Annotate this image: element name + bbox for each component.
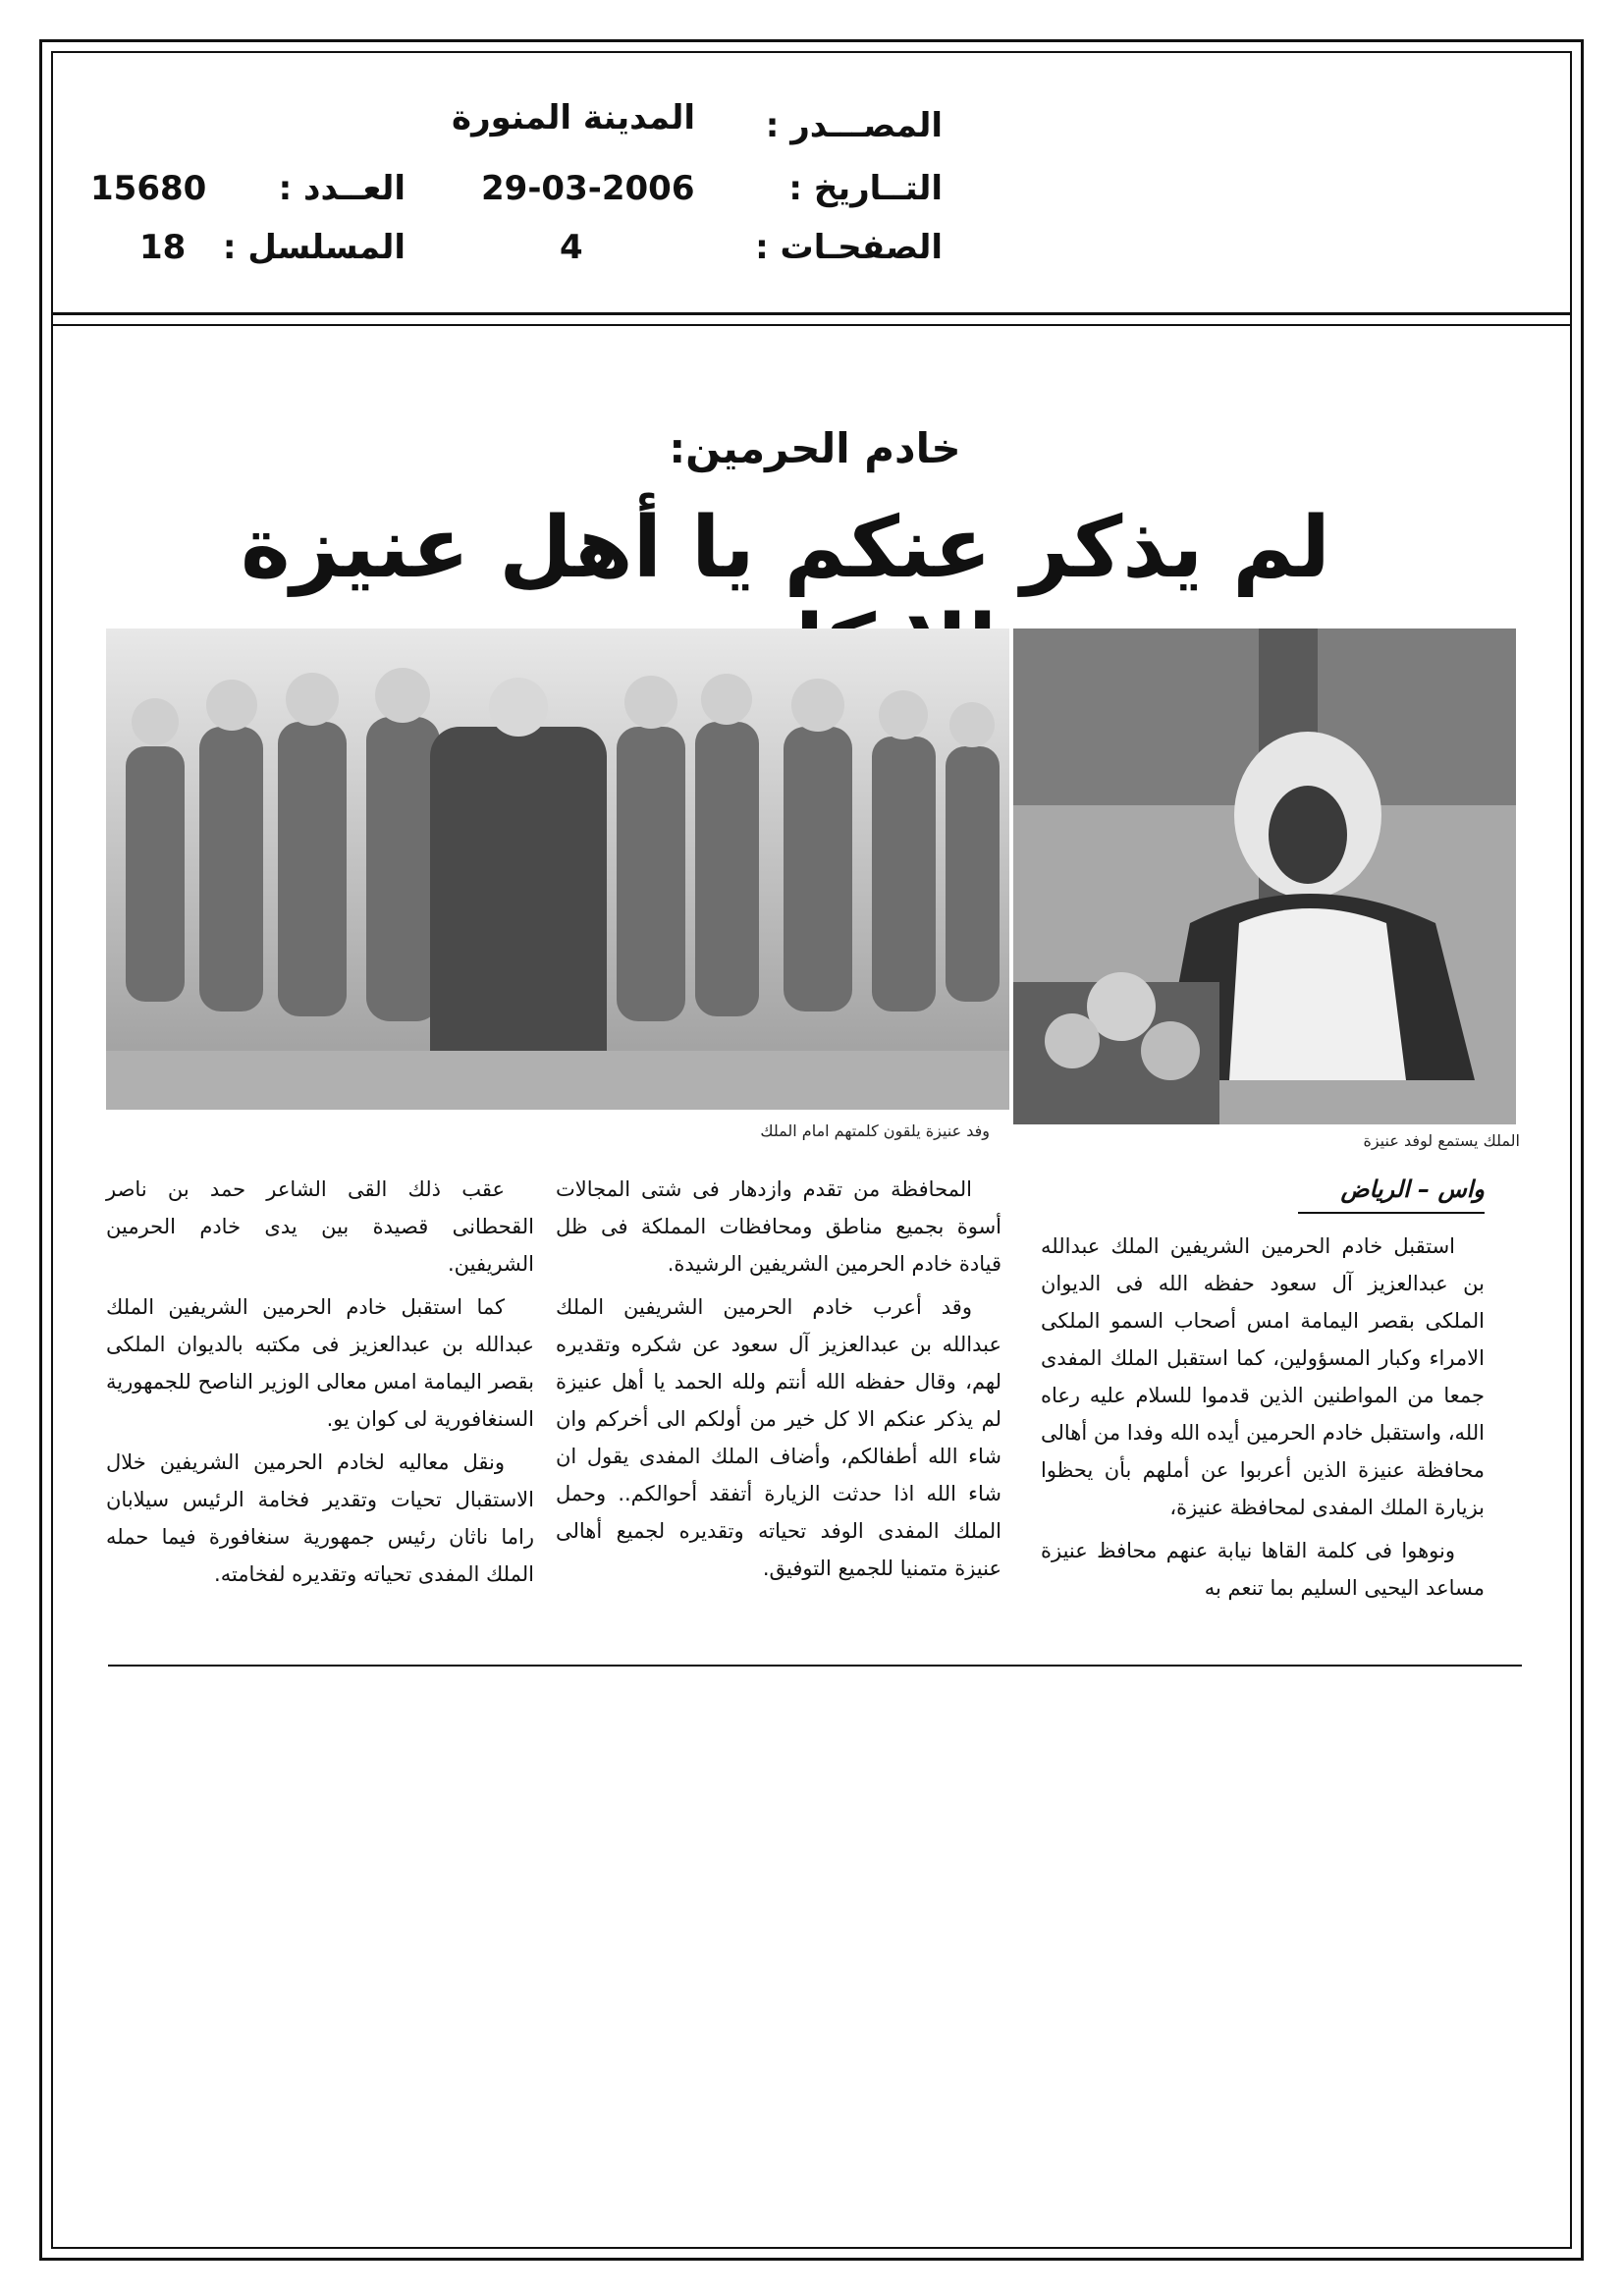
header-divider (51, 312, 1572, 315)
delegation-photo-caption: وفد عنيزة يلقون كلمتهم امام الملك (760, 1121, 990, 1140)
king-photo-caption: الملك يستمع لوفد عنيزة (1363, 1131, 1520, 1150)
delegation-photo (106, 629, 1009, 1110)
serial-label: المسلسل : (222, 228, 406, 267)
date-label: التــاريخ : (788, 169, 943, 208)
column-2-paragraph-2: وقد أعرب خادم الحرمين الشريفين الملك عبدالله بن عبدالعزيز آل سعود عن شكره وتقديره لهم، وقال حفظه الله أنتم ولله الحمد يا أهل عنيزة لم يذكر عنكم الا كل خير من أولكم الى أخركم وان شاء الله أطفالكم، وأضاف الملك المفدى يقول ان شاء الله اذا حدثت الزيارة أتفقد أحوالكم.. وحمل الملك المفدى الوفد تحياته وتقديره لجميع أهالى عنيزة متمنيا للجميع التوفيق. (556, 1295, 1001, 1580)
source-label: المصـــدر : (765, 106, 943, 145)
pages-label: الصفحـات : (755, 228, 943, 267)
pages-value: 4 (560, 228, 583, 267)
column-3-paragraph-3: ونقل معاليه لخادم الحرمين الشريفين خلال الاستقبال تحيات وتقدير فخامة الرئيس سيلابان راما ناثان رئيس جمهورية سنغافورة فيما حمله الملك المفدى تحياته وتقديره لفخامته. (106, 1450, 534, 1586)
issue-label: العــدد : (278, 169, 406, 208)
header-divider-thin (51, 324, 1572, 326)
article-kicker: خادم الحرمين: (669, 424, 961, 472)
issue-value: 15680 (90, 169, 207, 208)
source-value: المدينة المنورة (452, 98, 696, 137)
delegation-photo-illustration (106, 629, 1009, 1110)
column-3-paragraph-2: كما استقبل خادم الحرمين الشريفين الملك عبدالله بن عبدالعزيز فى مكتبه بالديوان الملكى بقصر اليمامة امس معالى الوزير الناصح للجمهورية السنغافورية لى كوان يو. (106, 1295, 534, 1431)
article-dateline: واس – الرياض (1298, 1171, 1485, 1214)
column-3-paragraph-1: عقب ذلك القى الشاعر حمد بن ناصر القحطانى قصيدة بين يدى خادم الحرمين الشريفين. (106, 1177, 534, 1276)
column-2-paragraph-1: المحافظة من تقدم وازدهار فى شتى المجالات أسوة بجميع مناطق ومحافظات المملكة فى ظل قيادة خادم الحرمين الشريفين الرشيدة. (556, 1177, 1001, 1276)
page-inner-border (51, 51, 1572, 2249)
column-1-paragraph-1: استقبل خادم الحرمين الشريفين الملك عبدالله بن عبدالعزيز آل سعود حفظه الله فى الديوان الملكى بقصر اليمامة امس أصحاب السمو الملكى الامراء وكبار المسؤولين، كما استقبل الملك المفدى جمعا من المواطنين الذين قدموا للسلام عليه رعاه الله، واستقبل خادم الحرمين أيده الله وفدا من أهالى محافظة عنيزة الذين أعربوا عن أملهم بأن يحظوا بزيارة الملك المفدى لمحافظة عنيزة، (1041, 1234, 1485, 1519)
article-column-3 (106, 1171, 534, 1599)
serial-value: 18 (139, 228, 187, 267)
article-column-2 (556, 1171, 1001, 1593)
king-photo (1013, 629, 1516, 1124)
article-headline: لم يذكر عنكم يا أهل عنيزة (241, 499, 1330, 597)
king-photo-illustration (1013, 629, 1516, 1124)
article-bottom-rule (108, 1665, 1522, 1667)
article-column-1 (1041, 1171, 1485, 1613)
date-value: 29-03-2006 (481, 169, 695, 208)
column-1-paragraph-2: ونوهوا فى كلمة القاها نيابة عنهم محافظ عنيزة مساعد اليحيى السليم بما تنعم به (1041, 1539, 1485, 1600)
